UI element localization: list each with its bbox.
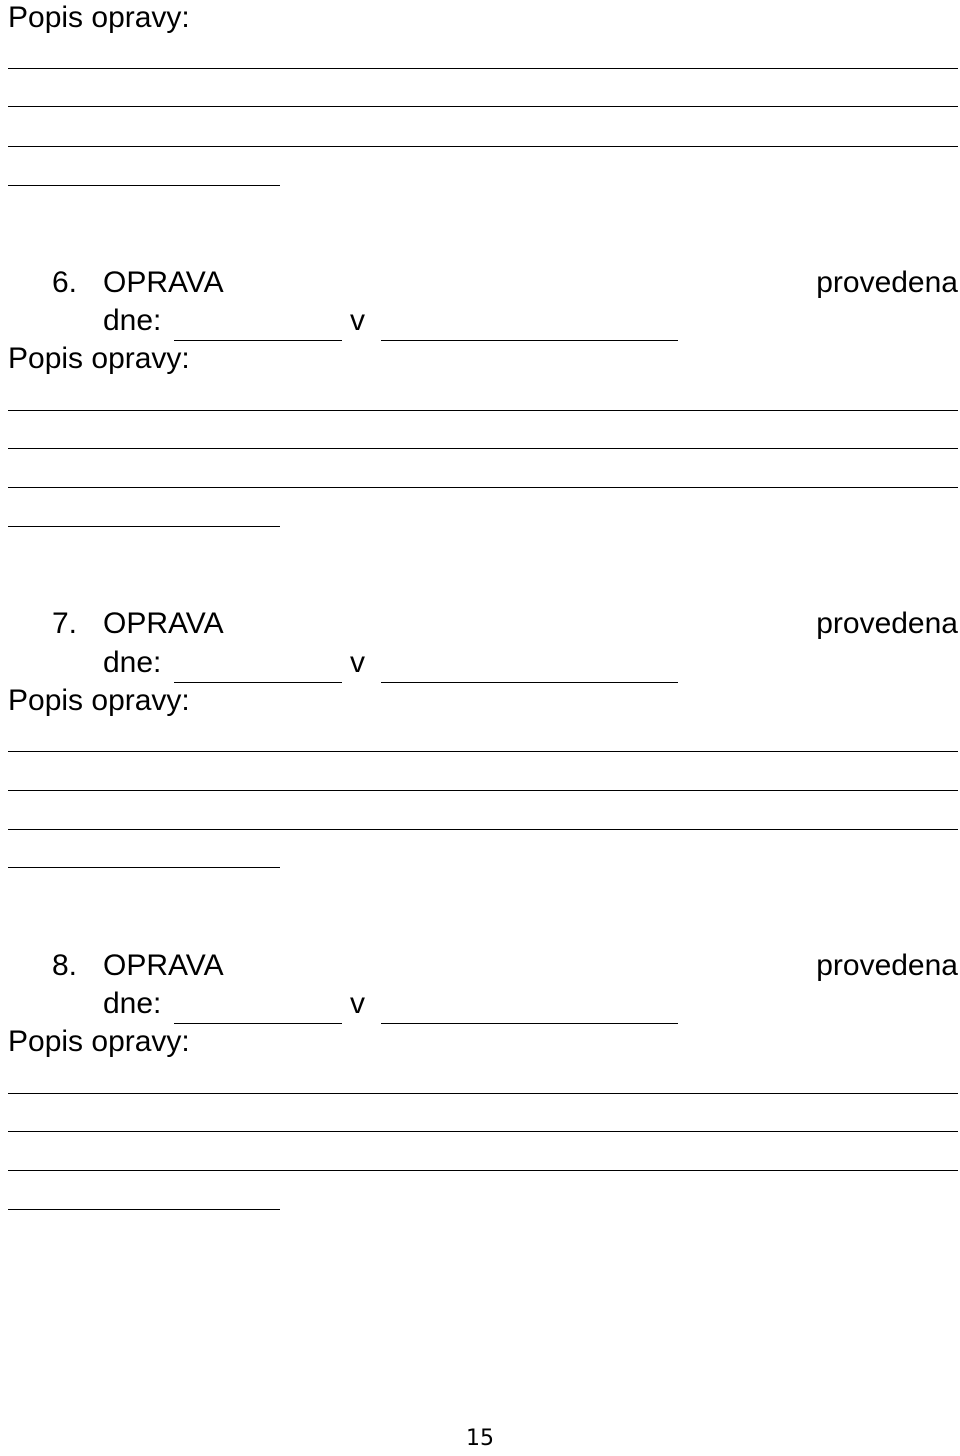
date-line[interactable]	[174, 682, 342, 683]
section-title: OPRAVA	[103, 607, 224, 640]
v-label: v	[350, 987, 365, 1020]
section-number: 6.	[52, 266, 78, 299]
section-title: OPRAVA	[103, 266, 224, 299]
description-line[interactable]	[8, 146, 958, 147]
description-line[interactable]	[8, 106, 958, 107]
place-line[interactable]	[381, 682, 678, 683]
description-line[interactable]	[8, 410, 958, 411]
v-label: v	[350, 646, 365, 679]
description-line[interactable]	[8, 1209, 280, 1210]
description-line[interactable]	[8, 1093, 958, 1094]
description-line[interactable]	[8, 790, 958, 791]
description-line[interactable]	[8, 1170, 958, 1171]
popis-label: Popis opravy:	[8, 1025, 190, 1058]
popis-label: Popis opravy:	[8, 684, 190, 717]
place-line[interactable]	[381, 340, 678, 341]
section-number: 8.	[52, 949, 78, 982]
description-line[interactable]	[8, 867, 280, 868]
v-label: v	[350, 304, 365, 337]
page-number: 15	[466, 1426, 494, 1451]
popis-label: Popis opravy:	[8, 342, 190, 375]
section-number: 7.	[52, 607, 78, 640]
popis-label: Popis opravy:	[8, 1, 190, 34]
provedena-label: provedena	[816, 607, 958, 640]
description-line[interactable]	[8, 487, 958, 488]
date-line[interactable]	[174, 1023, 342, 1024]
dne-label: dne:	[103, 987, 162, 1020]
place-line[interactable]	[381, 1023, 678, 1024]
provedena-label: provedena	[816, 266, 958, 299]
description-line[interactable]	[8, 448, 958, 449]
description-line[interactable]	[8, 68, 958, 69]
description-line[interactable]	[8, 829, 958, 830]
dne-label: dne:	[103, 304, 162, 337]
provedena-label: provedena	[816, 949, 958, 982]
description-line[interactable]	[8, 1131, 958, 1132]
description-line[interactable]	[8, 185, 280, 186]
section-title: OPRAVA	[103, 949, 224, 982]
description-line[interactable]	[8, 751, 958, 752]
date-line[interactable]	[174, 340, 342, 341]
description-line[interactable]	[8, 526, 280, 527]
dne-label: dne:	[103, 646, 162, 679]
